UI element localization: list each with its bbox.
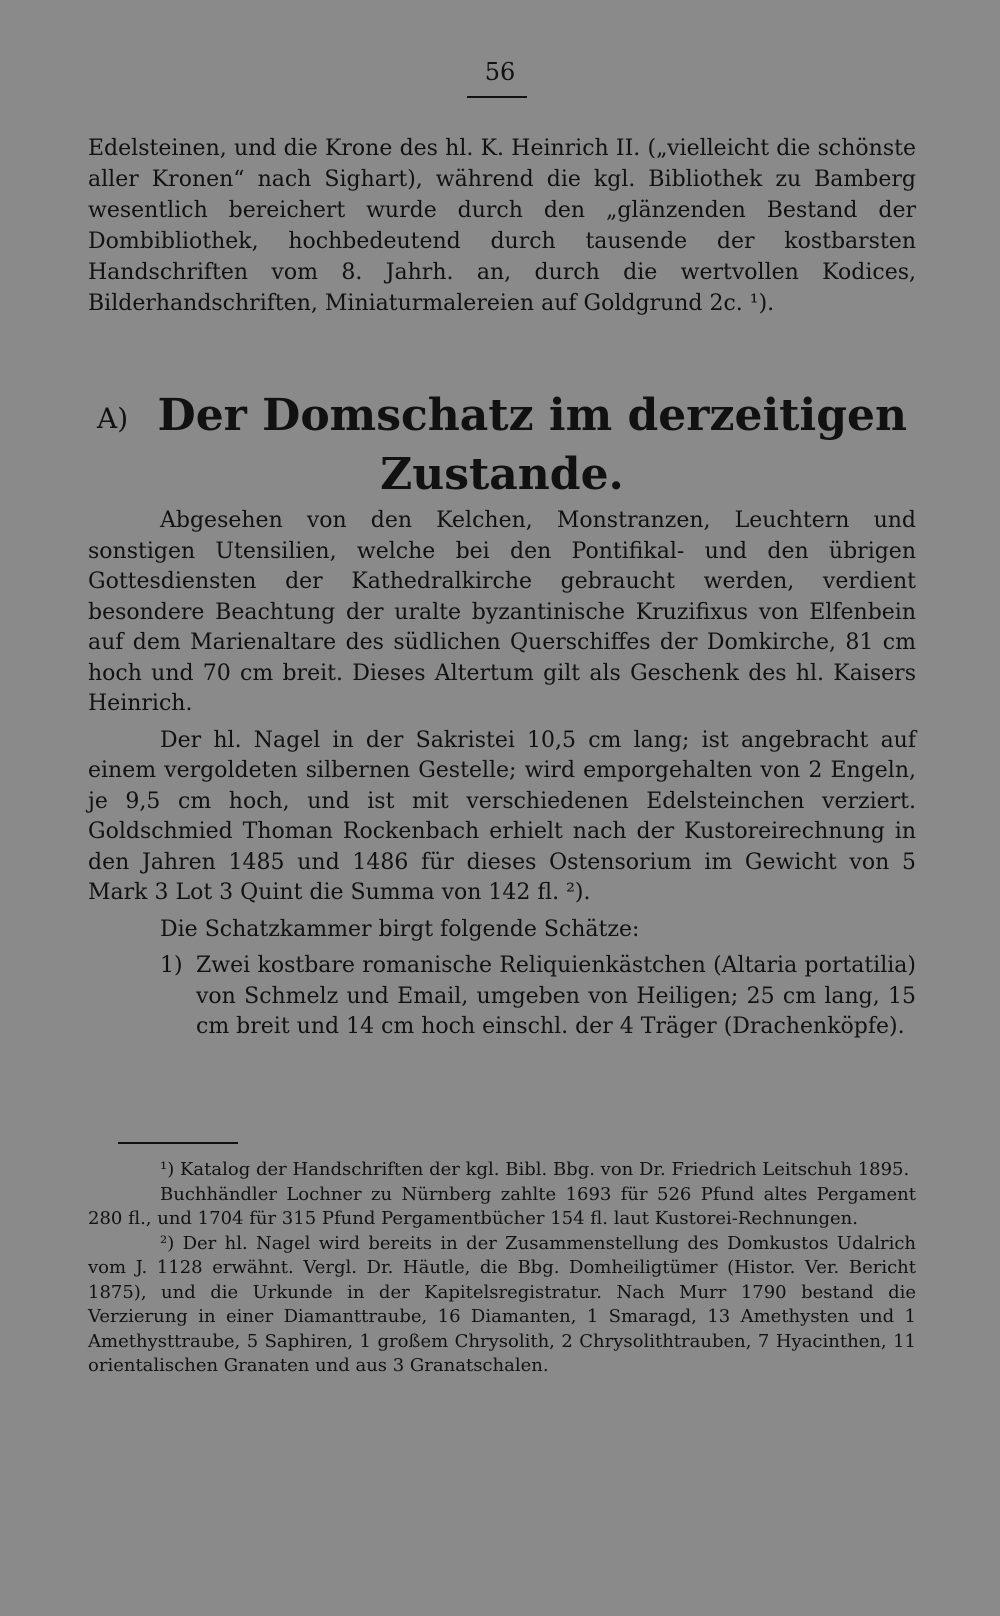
- footnote-1: ¹) Katalog der Handschriften der kgl. Bibl. Bbg. von Dr. Friedrich Leitschuh 1895.: [160, 1159, 910, 1180]
- section-heading: [88, 388, 916, 503]
- list-item-number: 1): [160, 953, 183, 978]
- section-heading-text: Der Domschatz im derzeitigen Zustande.: [157, 390, 907, 500]
- footnote-2: ²) Der hl. Nagel wird bereits in der Zusammenstellung des Domkustos Udalrich vom J. 1128 erwähnt. Vergl. Dr. Häutle, die Bbg. Domheiligtümer (Histor. Ver. Bericht 1875), und die Urkunde in der Kapitelsregistratur. Nach Murr 1790 bestand die Verzierung in einer Diamanttraube, 16 Diamanten, 1 Smaragd, 13 Amethysten und 1 Amethysttraube, 5 Saphiren, 1 großem Chrysolith, 2 Chrysolithtrauben, 7 Hyacinthen, 11 orientalischen Granaten und aus 3 Granatschalen.: [88, 1232, 916, 1376]
- footnotes: [88, 1158, 916, 1379]
- paragraph-nagel: Der hl. Nagel in der Sakristei 10,5 cm lang; ist angebracht auf einem vergoldeten silbernen Gestelle; wird emporgehalten von 2 Engeln, je 9,5 cm hoch, und ist mit verschiedenen Edelsteinchen verziert. Goldschmied Thoman Rockenbach erhielt nach der Kustoreirechnung in den Jahren 1485 und 1486 für dieses Ostensorium im Gewicht von 5 Mark 3 Lot 3 Quint die Summa von 142 fl. ²).: [88, 727, 916, 905]
- list-item: [88, 951, 916, 1043]
- section-heading-marker: A): [97, 401, 129, 435]
- list-item-text: Zwei kostbare romanische Reliquienkästchen (Altaria portatilia) von Schmelz und Email, umgeben von Heiligen; 25 cm lang, 15 cm breit und 14 cm hoch einschl. der 4 Träger (Drachenköpfe).: [196, 953, 916, 1039]
- footnote-rule: [118, 1142, 238, 1144]
- intro-paragraph: [88, 133, 916, 319]
- intro-text: Edelsteinen, und die Krone des hl. K. Heinrich II. („vielleicht die schönste aller Kronen“ nach Sighart), während die kgl. Bibliothek zu Bamberg wesentlich bereichert wurde durch den „glänzenden Bestand der Dombibliothek, hochbedeutend durch tausende der kostbarsten Handschriften vom 8. Jahrh. an, durch die wertvollen Kodices, Bilderhandschriften, Miniaturmalereien auf Goldgrund 2c. ¹).: [88, 136, 916, 316]
- page-number-rule: [467, 96, 527, 98]
- paragraph-kruzifixus: Abgesehen von den Kelchen, Monstranzen, Leuchtern und sonstigen Utensilien, welche bei den Pontifikal- und den übrigen Gottesdiensten der Kathedralkirche gebraucht werden, verdient besondere Beachtung der uralte byzantinische Kruzifixus von Elfenbein auf dem Marienaltare des südlichen Querschiffes der Domkirche, 81 cm hoch und 70 cm breit. Dieses Altertum gilt als Geschenk des hl. Kaisers Heinrich.: [88, 508, 916, 716]
- section-body: [88, 506, 916, 1043]
- paragraph-schatzkammer: Die Schatzkammer birgt folgende Schätze:: [160, 916, 640, 942]
- footnote-1-continued: Buchhändler Lochner zu Nürnberg zahlte 1693 für 526 Pfund altes Pergament 280 fl., und 1704 für 315 Pfund Pergamentbücher 154 fl. laut Kustorei-Rechnungen.: [88, 1183, 916, 1229]
- page-number: 56: [484, 58, 516, 86]
